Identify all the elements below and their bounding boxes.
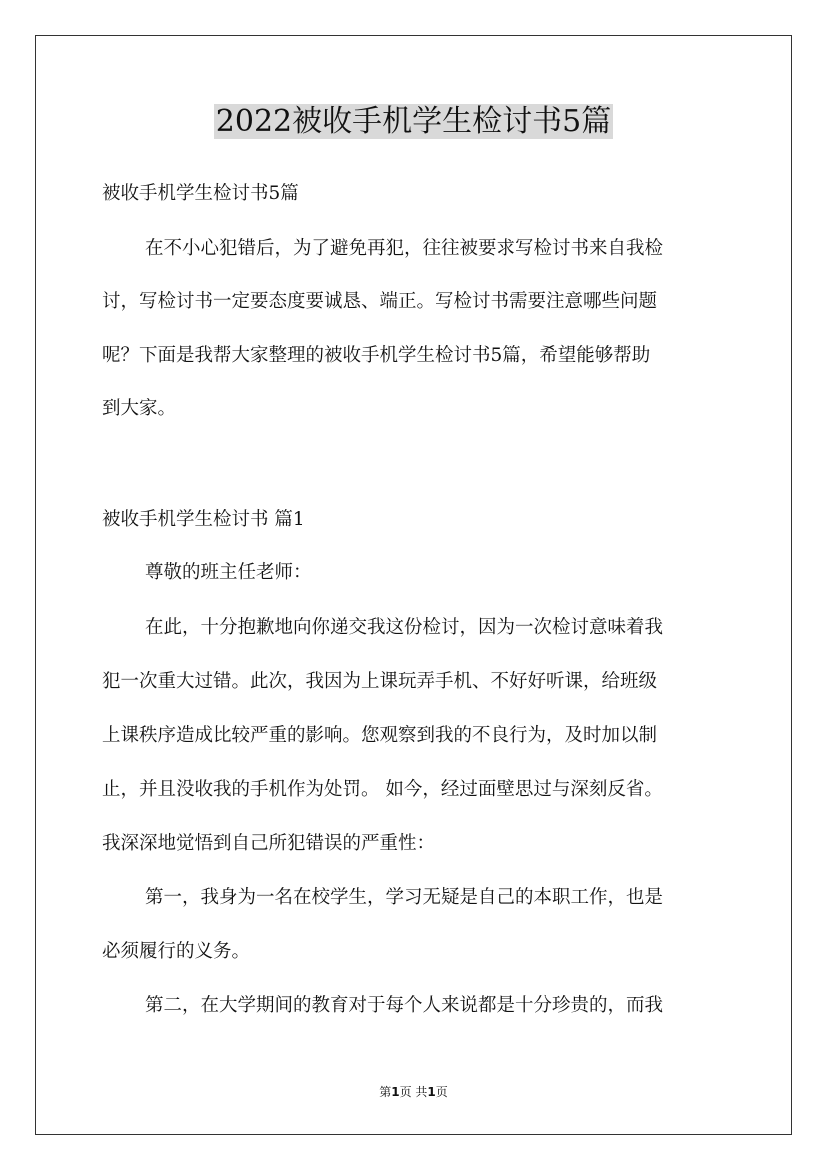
page-number: 1	[391, 1085, 400, 1099]
body-line-4: 止，并且没收我的手机作为处罚。 如今，经过面壁思过与深刻反省。	[102, 779, 663, 800]
page-total: 1	[427, 1085, 436, 1099]
title-text: 2022被收手机学生检讨书5篇	[215, 104, 612, 139]
body-line-7: 必须履行的义务。	[102, 941, 251, 962]
page-footer: 第1页 共1页	[379, 1085, 448, 1099]
section-heading: 被收手机学生检讨书 篇1	[102, 509, 305, 530]
body-line-5: 我深深地觉悟到自己所犯错误的严重性：	[102, 833, 436, 854]
body-line-3: 上课秩序造成比较严重的影响。您观察到我的不良行为，及时加以制	[102, 725, 658, 746]
intro-line-1: 在不小心犯错后，为了避免再犯，往往被要求写检讨书来自我检	[145, 238, 664, 259]
intro-line-4: 到大家。	[102, 398, 177, 419]
salutation: 尊敬的班主任老师：	[145, 562, 312, 583]
intro-line-2: 讨，写检讨书一定要态度要诚恳、端正。写检讨书需要注意哪些问题	[102, 291, 658, 312]
body-line-6: 第一，我身为一名在校学生，学习无疑是自己的本职工作，也是	[145, 887, 664, 908]
document-title	[0, 100, 827, 144]
intro-line-3: 呢？下面是我帮大家整理的被收手机学生检讨书5篇，希望能够帮助	[102, 345, 651, 366]
body-line-1: 在此，十分抱歉地向你递交我这份检讨，因为一次检讨意味着我	[145, 617, 664, 638]
body-line-8: 第二，在大学期间的教育对于每个人来说都是十分珍贵的，而我	[145, 995, 664, 1016]
subtitle: 被收手机学生检讨书5篇	[102, 183, 299, 204]
body-line-2: 犯一次重大过错。此次，我因为上课玩弄手机、不好好听课，给班级	[102, 671, 658, 692]
